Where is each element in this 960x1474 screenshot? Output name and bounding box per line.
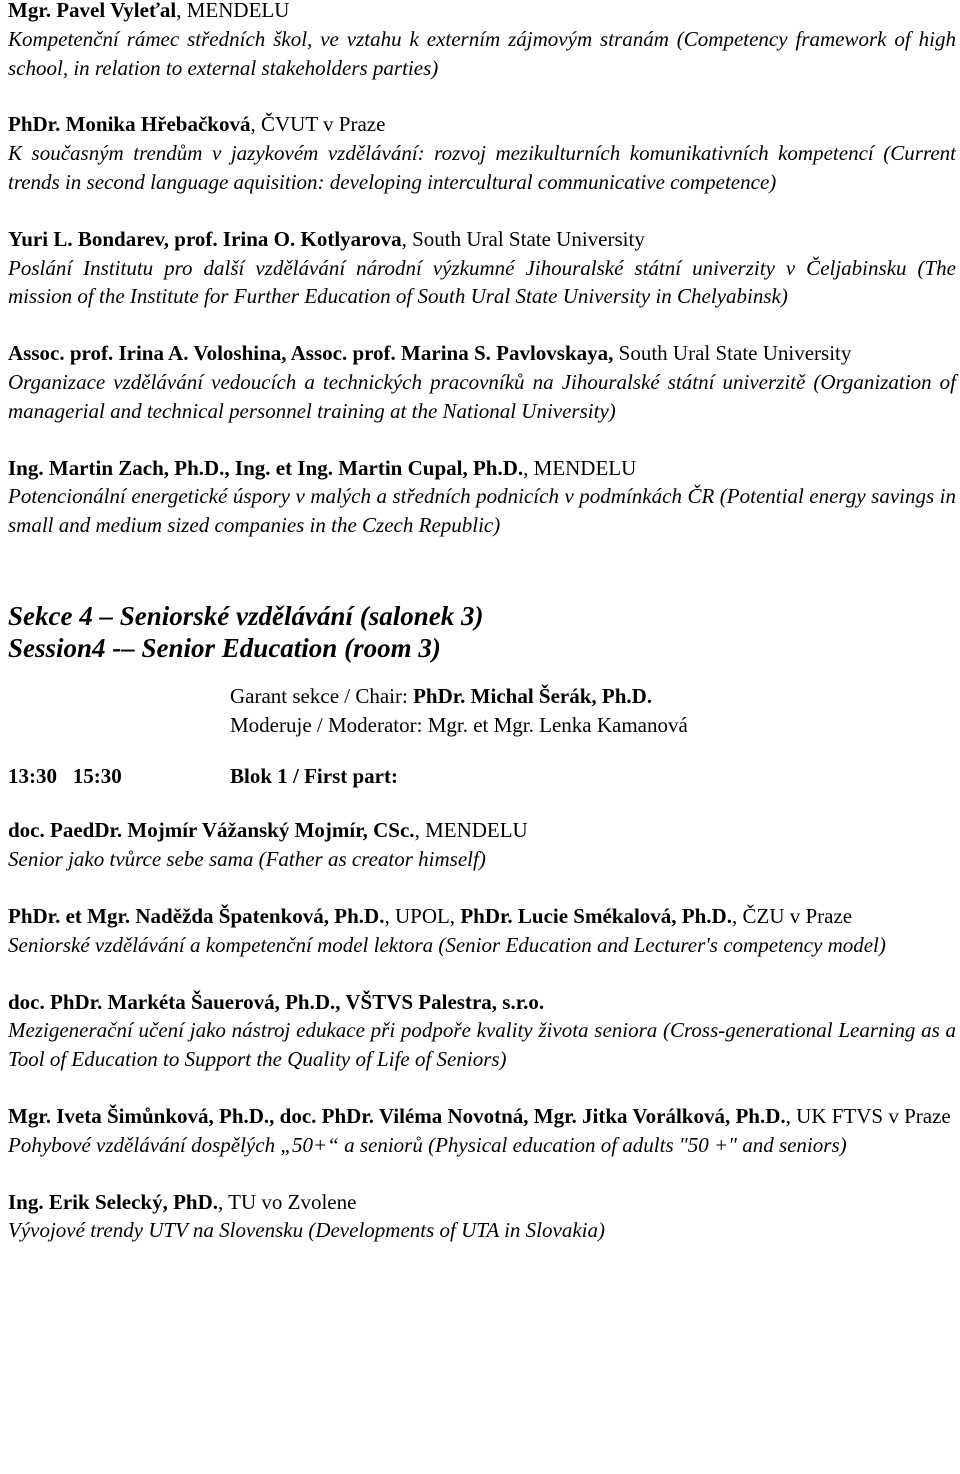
- entry-title: Pohybové vzdělávání dospělých „50+“ a seniorů (Physical education of adults "50 +" and seniors): [8, 1132, 847, 1157]
- schedule-row: [8, 762, 956, 791]
- entry-author-2: PhDr. Lucie Smékalová, Ph.D.: [460, 903, 732, 928]
- entry-author-line: [8, 339, 956, 368]
- entry-title: Vývojové trendy UTV na Slovensku (Developments of UTA in Slovakia): [8, 1218, 605, 1243]
- entry-affiliation: , MENDELU: [414, 818, 528, 843]
- entry-author: PhDr. Monika Hřebačková: [8, 112, 251, 137]
- entry-title: K současným trendům v jazykovém vzdělávání: rozvoj mezikulturních komunikativních kompetencí (Current trends in second language aquisition: developing intercultural communicative competence): [8, 141, 956, 194]
- section-4: [8, 600, 956, 790]
- entry-author-line: [8, 988, 956, 1017]
- entry-author: Mgr. Pavel Vyleťal: [8, 0, 177, 22]
- entry-author: Ing. Martin Zach, Ph.D., Ing. et Ing. Martin Cupal, Ph.D.: [8, 455, 524, 480]
- entry-author-line: [8, 1188, 956, 1217]
- entry-title: Mezigenerační učení jako nástroj edukace při podpoře kvality života seniora (Cross-generational Learning as a Tool of Education to Support the Quality of Life of Seniors): [8, 1018, 956, 1072]
- entry-author-line: [8, 454, 956, 483]
- entry-author: PhDr. et Mgr. Naděžda Špatenková, Ph.D.: [8, 903, 385, 928]
- moderator-name: Mgr. et Mgr. Lenka Kamanová: [427, 712, 688, 737]
- entry-author: doc. PaedDr. Mojmír Vážanský Mojmír, CSc.: [8, 818, 415, 843]
- entry-author: Assoc. prof. Irina A. Voloshina, Assoc. prof. Marina S. Pavlovskaya,: [8, 341, 614, 366]
- entry-bondarev: [8, 225, 956, 311]
- entry-author-line: [8, 225, 956, 254]
- chair-name: PhDr. Michal Šerák, Ph.D.: [413, 683, 653, 708]
- entry-zach: [8, 454, 956, 540]
- section-chairs: [8, 682, 956, 740]
- entry-author: Mgr. Iveta Šimůnková, Ph.D., doc. PhDr. Viléma Novotná, Mgr. Jitka Vorálková, Ph.D.: [8, 1103, 786, 1128]
- section-heading-cz: Sekce 4 – Seniorské vzdělávání (salonek 3): [8, 600, 484, 631]
- entry-title: Potencionální energetické úspory v malých a středních podnicích v podmínkách ČR (Potential energy savings in small and medium sized companies in the Czech Republic): [8, 484, 956, 538]
- entry-affiliation: , UPOL,: [384, 903, 461, 928]
- entry-title: Poslání Institutu pro další vzdělávání národní výzkumné Jihouralské státní univerzity v Čeljabinsku (The mission of the Institute for Further Education of South Ural State University in Chelyabinsk): [8, 255, 956, 309]
- entry-affiliation: , UK FTVS v Praze: [785, 1103, 951, 1128]
- entry-author-line: [8, 816, 956, 845]
- entry-sauerova: [8, 988, 956, 1074]
- entry-voloshina: [8, 339, 956, 425]
- entry-affiliation: , MENDELU: [176, 0, 290, 22]
- entry-author: Ing. Erik Selecký, PhD.: [8, 1189, 219, 1214]
- entry-affiliation: , TU vo Zvolene: [218, 1189, 357, 1214]
- entry-author-line: [8, 902, 956, 931]
- document-page: [8, 0, 956, 1273]
- entry-vyletal: [8, 0, 956, 82]
- chair-prefix: Garant sekce / Chair:: [230, 683, 414, 708]
- entry-title: Senior jako tvůrce sebe sama (Father as creator himself): [8, 847, 486, 872]
- schedule-time: 13:30 15:30: [8, 763, 122, 788]
- entry-title: Kompetenční rámec středních škol, ve vztahu k externím zájmovým stranám (Competency framework of high school, in relation to external stakeholders parties): [8, 26, 956, 80]
- entry-affiliation: , ČVUT v Praze: [250, 112, 386, 137]
- entry-vazansky: [8, 816, 956, 874]
- entry-author-line: [8, 0, 956, 25]
- entry-author: doc. PhDr. Markéta Šauerová, Ph.D., VŠTVS Palestra, s.r.o.: [8, 989, 545, 1014]
- entry-affiliation: , South Ural State University: [401, 226, 645, 251]
- moderator-line: [230, 711, 956, 740]
- entry-affiliation: South Ural State University: [613, 341, 852, 366]
- entry-title: Seniorské vzdělávání a kompetenční model lektora (Senior Education and Lecturer's competency model): [8, 932, 886, 957]
- entry-affiliation: , MENDELU: [523, 455, 637, 480]
- entry-selecky: [8, 1188, 956, 1246]
- moderator-prefix: Moderuje / Moderator:: [230, 712, 428, 737]
- entry-author-line: [8, 110, 956, 139]
- entry-simunkova: [8, 1102, 956, 1160]
- entry-affiliation-2: , ČZU v Praze: [731, 903, 853, 928]
- schedule-block-label: Blok 1 / First part:: [230, 763, 398, 788]
- entry-author: Yuri L. Bondarev, prof. Irina O. Kotlyarova: [8, 226, 402, 251]
- section-heading: [8, 600, 956, 664]
- entry-author-line: [8, 1102, 956, 1131]
- entry-hrebackova: [8, 110, 956, 196]
- entry-spatenkova: [8, 902, 956, 960]
- section-heading-en: Session4 -– Senior Education (room 3): [8, 632, 441, 663]
- entry-title: Organizace vzdělávání vedoucích a technických pracovníků na Jihouralské státní univerzitě (Organization of managerial and technical personnel training at the National University): [8, 369, 956, 423]
- chair-line: [230, 682, 956, 711]
